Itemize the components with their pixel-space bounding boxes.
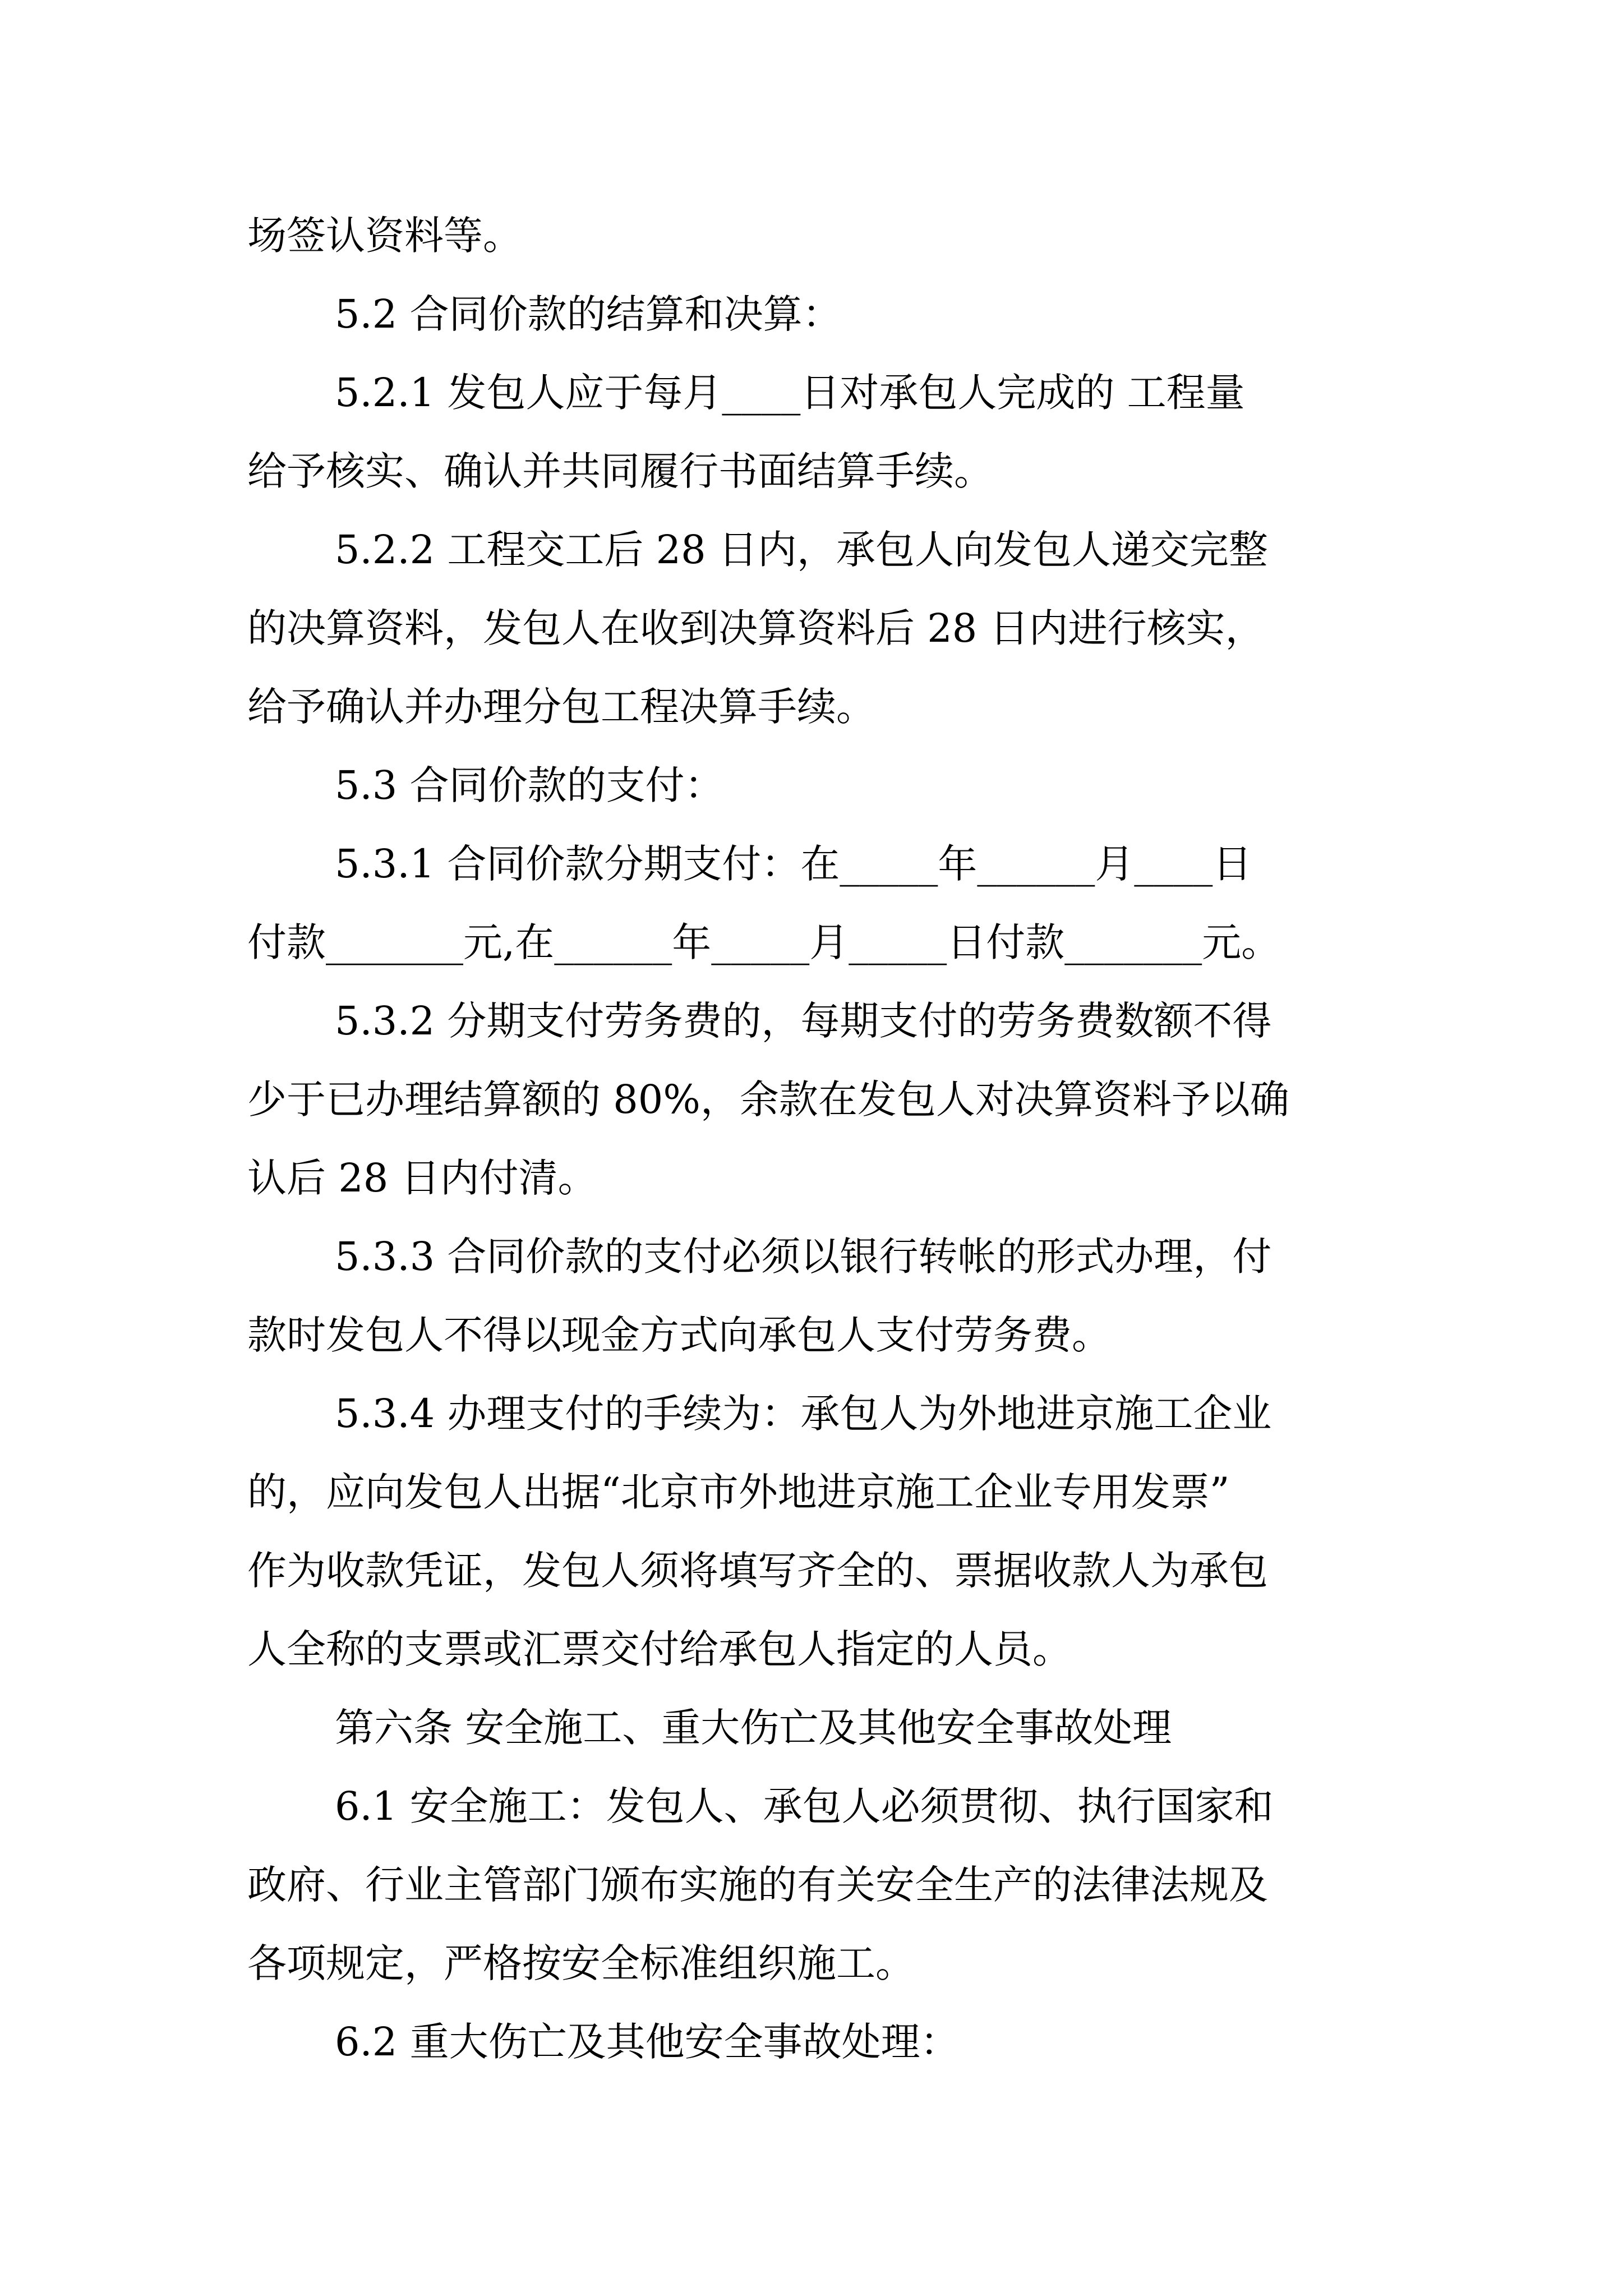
section-heading: 6.2 重大伤亡及其他安全事故处理：: [335, 2019, 960, 2065]
article-heading: 第六条 安全施工、重大伤亡及其他安全事故处理: [335, 1705, 1172, 1751]
text-line: 给予确认并办理分包工程决算手续。: [247, 684, 875, 730]
text-line: 场签认资料等。: [247, 213, 522, 259]
section-heading: 5.3 合同价款的支付：: [335, 762, 724, 808]
text-line: 认后 28 日内付清。: [247, 1155, 597, 1201]
text-line: 5.3.2 分期支付劳务费的，每期支付的劳务费数额不得: [335, 998, 1272, 1044]
section-heading: 5.2 合同价款的结算和决算：: [335, 291, 842, 337]
text-line: 的决算资料，发包人在收到决算资料后 28 日内进行核实，: [247, 605, 1265, 651]
text-line: 6.1 安全施工：发包人、承包人必须贯彻、执行国家和: [335, 1783, 1274, 1829]
text-line: 的，应向发包人出据“北京市外地进京施工企业专用发票”: [247, 1469, 1230, 1515]
text-line: 款时发包人不得以现金方式向承包人支付劳务费。: [247, 1312, 1111, 1358]
text-line: 5.3.4 办理支付的手续为：承包人为外地进京施工企业: [335, 1391, 1272, 1437]
text-line: 人全称的支票或汇票交付给承包人指定的人员。: [247, 1626, 1072, 1672]
text-line: 5.2.1 发包人应于每月____日对承包人完成的 工程量: [335, 370, 1245, 416]
text-line: 少于已办理结算额的 80%，余款在发包人对决算资料予以确: [247, 1076, 1289, 1122]
text-line: 各项规定，严格按安全标准组织施工。: [247, 1940, 915, 1986]
text-line: 5.2.2 工程交工后 28 日内，承包人向发包人递交完整: [335, 527, 1268, 573]
text-line: 作为收款凭证，发包人须将填写齐全的、票据收款人为承包: [247, 1548, 1268, 1594]
text-line: 5.3.3 合同价款的支付必须以银行转帐的形式办理，付: [335, 1234, 1272, 1280]
text-line: 5.3.1 合同价款分期支付：在_____年______月____日: [335, 841, 1252, 887]
text-line: 给予核实、确认并共同履行书面结算手续。: [247, 448, 993, 494]
text-line: 付款_______元,在______年_____月_____日付款_______元。: [247, 919, 1281, 965]
text-line: 政府、行业主管部门颁布实施的有关安全生产的法律法规及: [247, 1862, 1268, 1908]
